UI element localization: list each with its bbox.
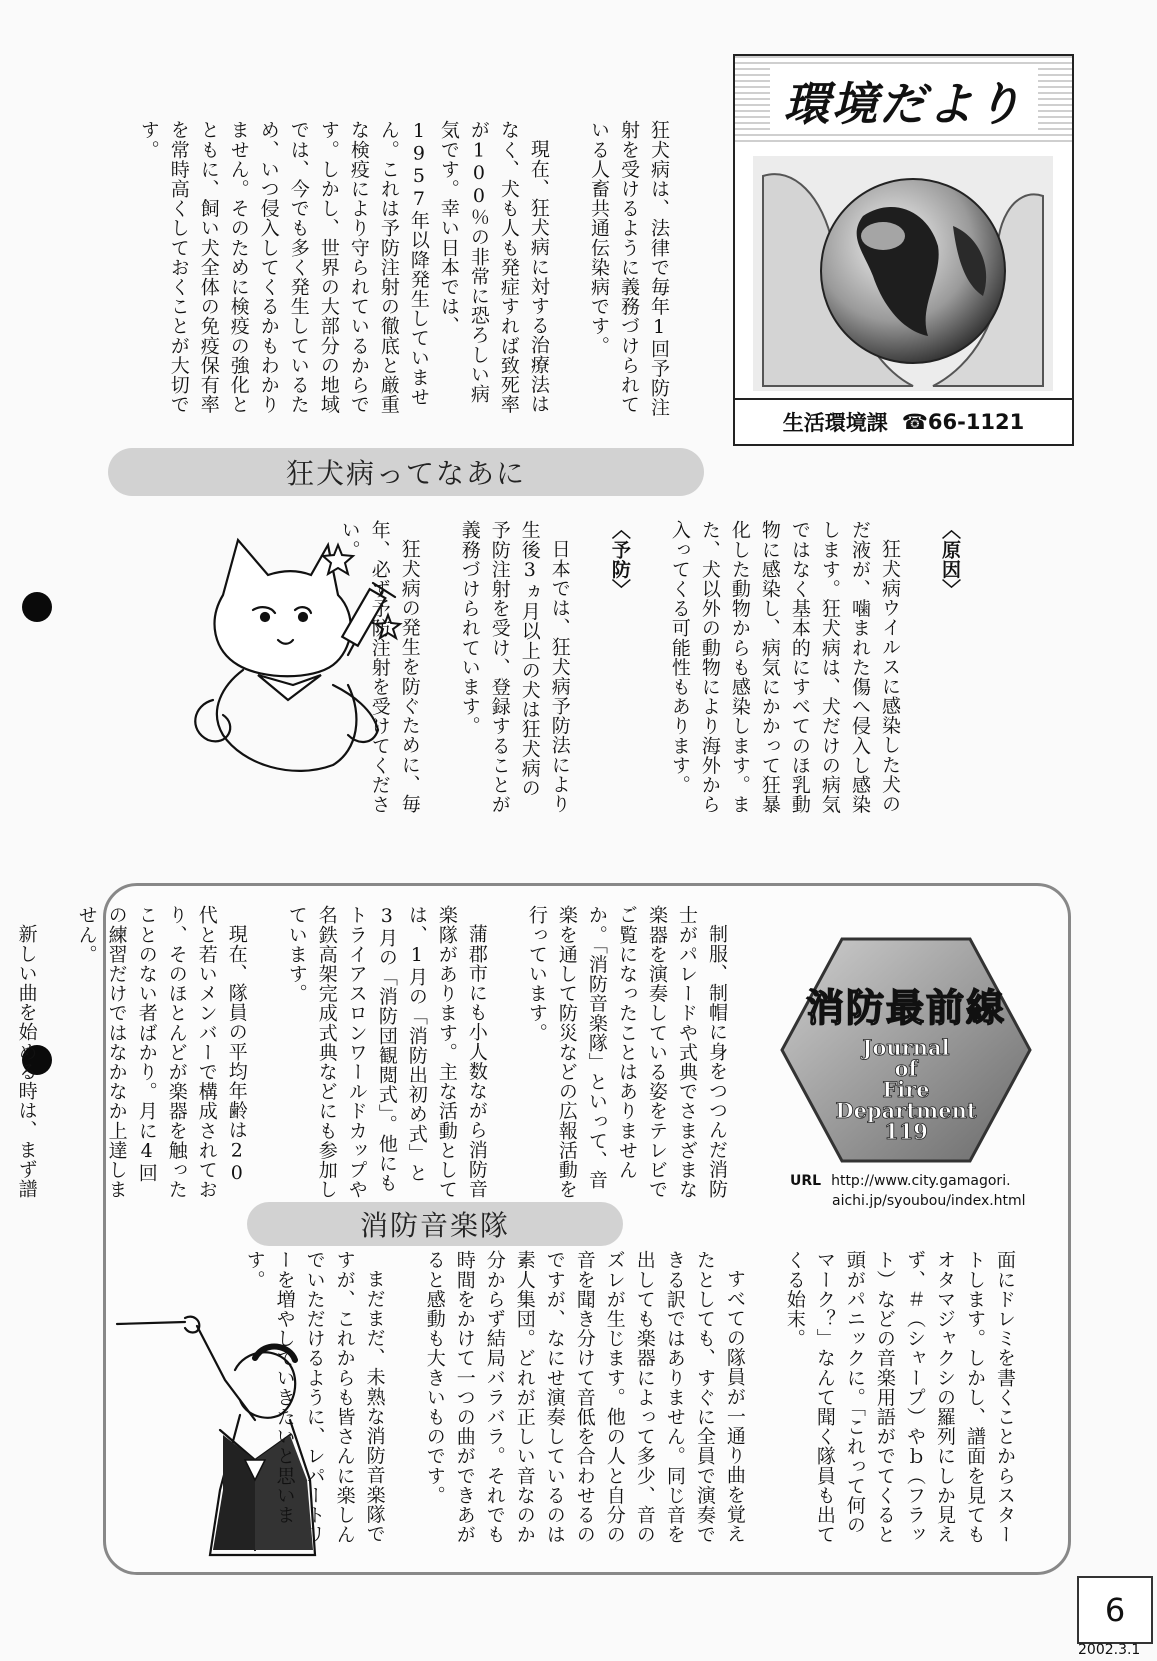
- cause-heading: 〈原因〉: [938, 520, 961, 599]
- page-number-text: 6: [1104, 1591, 1126, 1629]
- environment-title: [735, 56, 1072, 146]
- intro-paragraph-1: 狂犬病は、法律で毎年1回予防注射を受けるように義務づけられている人畜共通伝染病です。: [587, 120, 670, 417]
- fire-upper-paragraph-4: 新しい曲を始める時は、まず譜: [15, 924, 38, 1199]
- issue-date: 2002.3.1: [1078, 1642, 1141, 1658]
- rabies-section-banner-text: 狂犬病ってなあに: [285, 457, 526, 490]
- prevention-heading: 〈予防〉: [608, 520, 631, 599]
- logo-sub-of: of: [894, 1056, 918, 1081]
- fire-upper-paragraph-1: 制服、制帽に身をつつんだ消防士がパレードや式典でさまざまな楽器を演奏している姿をテレビでご覧になったことはありませんか。「消防音楽隊」といって、音楽を通して防災などの広報活動を行っています。: [525, 905, 728, 1199]
- url-line-2[interactable]: aichi.jp/syoubou/index.html: [832, 1192, 1026, 1209]
- fire-band-text-upper: [15, 905, 762, 1200]
- logo-sub-journal: Journal: [862, 1035, 950, 1060]
- fire-upper-paragraph-3: 現在、隊員の平均年齢は20代と若いメンバーで構成されており、そのほとんどが楽器を触ったことのない者ばかり。月に4回の練習だけではなかなか上達しません。: [75, 905, 248, 1199]
- rabies-cause-prevention-text: [338, 520, 995, 815]
- binder-hole-top: [22, 592, 52, 622]
- prevention-text-1: 日本では、狂犬病予防法により生後3ヵ月以上の犬は狂犬病の予防注射を受け、登録することが義務づけられています。: [458, 520, 571, 814]
- environment-title-text: 環境だより: [770, 68, 1038, 134]
- department-contact: [735, 398, 1072, 444]
- department-name: 生活環境課: [782, 411, 888, 435]
- fire-logo-title: 消防最前線: [805, 985, 1006, 1030]
- fire-band-banner: [247, 1202, 623, 1246]
- fire-lower-paragraph-1: 面にドレミを書くことからスタートします。しかし、譜面を見てもオタマジャクシの羅列にしか見えず、＃（シャープ）やｂ（フラット）などの音楽用語がでてくると頭がパニックに。「これって何のマーク？」なんて聞く隊員も出てくる始末。: [783, 1250, 1016, 1544]
- environment-header-box: [733, 54, 1074, 446]
- logo-sub-fire: Fire: [882, 1077, 930, 1102]
- fire-band-banner-text: 消防音楽隊: [359, 1209, 510, 1242]
- logo-sub-department: Department: [835, 1098, 977, 1123]
- fire-band-text-lower: [243, 1250, 1050, 1550]
- logo-sub-119: 119: [884, 1119, 928, 1144]
- fire-upper-paragraph-2: 蒲郡市にも小人数ながら消防音楽隊があります。主な活動としては、1月の「消防出初め式」と3月の「消防団観閲式」。他にもトライアスロンワールドカップや名鉄高架完成式典などにも参加しています。: [285, 905, 488, 1199]
- department-phone: ☎66‐1121: [901, 410, 1025, 434]
- fire-lower-paragraph-3: まだまだ、未熟な消防音楽隊ですが、これからも皆さんに楽しんでいただけるように、レパートリーを増やしていきたいと思います。: [243, 1250, 386, 1544]
- globe-in-hands-illustration: [753, 156, 1053, 391]
- rabies-intro-text: [137, 120, 704, 420]
- rabies-section-banner: [108, 448, 704, 496]
- cause-text: 狂犬病ウイルスに感染した犬のだ液が、噛まれた傷へ侵入し感染します。狂犬病は、犬だけの病気ではなく基本的にすべてのほ乳動物に感染し、病気にかかって狂暴化した動物からも感染します。また、犬以外の動物により海外から入ってくる可能性もあります。: [668, 520, 901, 814]
- url-label: URL: [790, 1173, 822, 1189]
- page-number: [1077, 1576, 1153, 1644]
- prevention-text-2: 狂犬病の発生を防ぐために、毎年、必ず予防注射を受けてください。: [338, 520, 421, 814]
- url-line-1[interactable]: http://www.city.gamagori.: [831, 1173, 1011, 1189]
- fire-logo: [778, 935, 1034, 1165]
- fire-lower-paragraph-2: すべての隊員が一通り曲を覚えたとしても、すぐに全員で演奏できる訳ではありません。同じ音を出しても楽器によって多少、音のズレが生じます。他の人と自分の音を聞き分けて音低を合わせるのですが、なにせ演奏しているのは素人集団。どれが正しい音なのか分からず結局バラバラ。それでも時間をかけて一つの曲ができあがると感動も大きいものです。: [423, 1250, 746, 1544]
- fire-logo-sub: [778, 1037, 1034, 1142]
- fire-url: [790, 1172, 1026, 1211]
- intro-paragraph-2: 現在、狂犬病に対する治療法はなく、犬も人も発症すれば致死率が100％の非常に恐ろしい病気です。幸い日本では、1957年以降発生していません。これは予防注射の徹底と厳重な検疫により守られているからです。しかし、世界の大部分の地域では、今でも多く発生しているため、いつ侵入してくるかもわかりません。そのために検疫の強化とともに、飼い犬全体の免疫保有率を常時高くしておくことが大切です。: [137, 120, 550, 414]
